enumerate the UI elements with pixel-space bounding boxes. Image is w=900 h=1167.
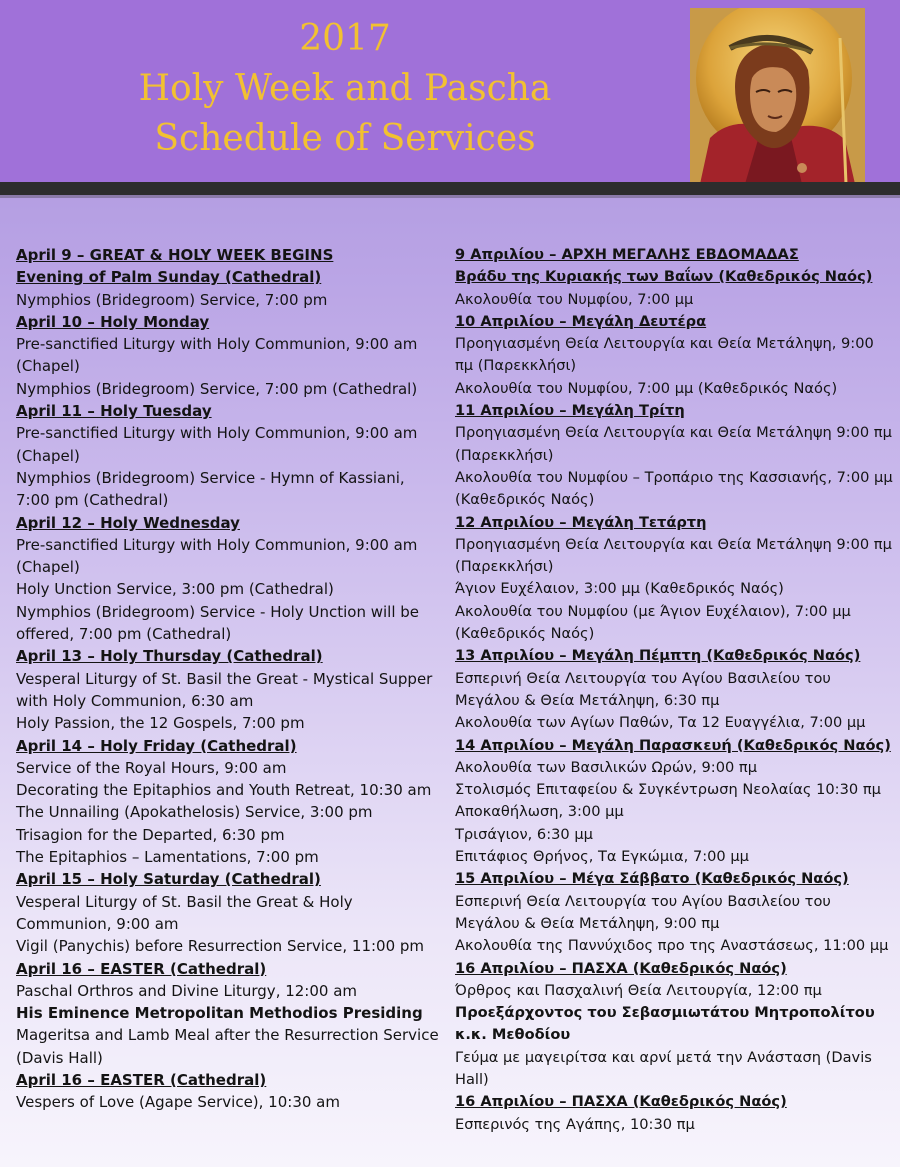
day-heading: 16 Απριλίου – ΠΑΣΧΑ (Καθεδρικός Ναός) — [455, 959, 787, 977]
service-item: Στολισμός Επιταφείου & Συγκέντρωση Νεολαίας 10:30 πμ — [455, 781, 881, 799]
day-heading: 12 Απριλίου – Μεγάλη Τετάρτη — [455, 513, 707, 531]
christ-icon — [690, 8, 865, 184]
service-item: Προηγιασμένη Θεία Λειτουργία και Θεία Μετάληψη, 9:00 πμ (Παρεκκλήσι) — [455, 335, 874, 375]
service-item: Ακολουθία του Νυμφίου – Τροπάριο της Κασσιανής, 7:00 μμ (Καθεδρικός Ναός) — [455, 468, 893, 509]
day-heading: April 15 – Holy Saturday (Cathedral) — [16, 870, 321, 889]
english-schedule — [16, 244, 441, 1114]
day-heading: 15 Απριλίου – Μέγα Σάββατο (Καθεδρικός Ναός) — [455, 870, 849, 888]
service-item: Vesperal Liturgy of St. Basil the Great & Holy Communion, 9:00 am — [16, 892, 353, 933]
presiding-note: Προεξάρχοντος του Σεβασμιωτάτου Μητροπολίτου κ.κ. Μεθοδίου — [455, 1004, 875, 1044]
service-item: Nymphios (Bridegroom) Service, 7:00 pm (Cathedral) — [16, 379, 418, 398]
day-heading: 10 Απριλίου – Μεγάλη Δευτέρα — [455, 312, 707, 330]
service-item: Αποκαθήλωση, 3:00 μμ — [455, 803, 624, 821]
service-item: Pre-sanctified Liturgy with Holy Communion, 9:00 am (Chapel) — [16, 424, 418, 465]
service-item: Nymphios (Bridegroom) Service - Hymn of Kassiani, 7:00 pm (Cathedral) — [16, 468, 405, 510]
day-heading: April 13 – Holy Thursday (Cathedral) — [16, 647, 323, 666]
header-banner — [0, 0, 900, 182]
day-heading: April 10 – Holy Monday — [16, 312, 210, 331]
service-item: Service of the Royal Hours, 9:00 am — [16, 758, 287, 777]
day-heading: 13 Απριλίου – Μεγάλη Πέμπτη (Καθεδρικός Ναός) — [455, 647, 861, 665]
divider-bar — [0, 182, 900, 195]
day-heading: April 16 – EASTER (Cathedral) — [16, 1070, 267, 1089]
service-item: Ακολουθία των Βασιλικών Ωρών, 9:00 πμ — [455, 758, 758, 776]
service-item: Ακολουθία των Αγίων Παθών, Τα 12 Ευαγγέλια, 7:00 μμ — [455, 714, 866, 732]
service-item: Mageritsa and Lamb Meal after the Resurrection Service (Davis Hall) — [16, 1026, 439, 1067]
service-item: Όρθρος και Πασχαλινή Θεία Λειτουργία, 12:00 πμ — [455, 981, 822, 999]
day-heading: April 9 – GREAT & HOLY WEEK BEGINS — [16, 246, 334, 264]
service-item: Holy Passion, the 12 Gospels, 7:00 pm — [16, 714, 305, 733]
day-heading: 11 Απριλίου – Μεγάλη Τρίτη — [455, 402, 685, 420]
greek-schedule — [455, 244, 895, 1136]
service-item: Trisagion for the Departed, 6:30 pm — [16, 825, 285, 844]
divider-bar-shadow — [0, 195, 900, 198]
service-item: Εσπερινή Θεία Λειτουργία του Αγίου Βασιλείου του Μεγάλου & Θεία Μετάληψη, 6:30 πμ — [455, 669, 831, 709]
service-item: Προηγιασμένη Θεία Λειτουργία και Θεία Μετάληψη 9:00 πμ (Παρεκκλήσι) — [455, 424, 892, 464]
service-item: Εσπερινός της Αγάπης, 10:30 πμ — [455, 1115, 695, 1133]
service-item: Paschal Orthros and Divine Liturgy, 12:00 am — [16, 981, 358, 1000]
service-item: Προηγιασμένη Θεία Λειτουργία και Θεία Μετάληψη 9:00 πμ (Παρεκκλήσι) — [455, 535, 892, 576]
day-heading: April 14 – Holy Friday (Cathedral) — [16, 736, 297, 755]
service-item: Επιτάφιος Θρήνος, Τα Εγκώμια, 7:00 μμ — [455, 848, 749, 866]
day-heading: 16 Απριλίου – ΠΑΣΧΑ (Καθεδρικός Ναός) — [455, 1093, 787, 1111]
service-item: Εσπερινή Θεία Λειτουργία του Αγίου Βασιλείου του Μεγάλου & Θεία Μετάληψη, 9:00 πμ — [455, 892, 831, 932]
service-item: The Epitaphios – Lamentations, 7:00 pm — [16, 848, 319, 867]
service-item: Ακολουθία της Παννύχιδος προ της Αναστάσεως, 11:00 μμ — [455, 937, 889, 955]
service-item: The Unnailing (Apokathelosis) Service, 3:00 pm — [16, 803, 373, 822]
day-heading: 9 Απριλίου – ΑΡΧΗ ΜΕΓΑΛΗΣ ΕΒΔΟΜΑΔΑΣ — [455, 246, 799, 263]
title-main: Holy Week and Pascha — [138, 68, 552, 109]
day-heading: April 16 – EASTER (Cathedral) — [16, 959, 267, 978]
day-heading: Βράδυ της Κυριακής των Βαΐων (Καθεδρικός Ναός) — [455, 268, 873, 286]
service-item: Άγιον Ευχέλαιον, 3:00 μμ (Καθεδρικός Ναός) — [455, 580, 784, 598]
service-item: Vespers of Love (Agape Service), 10:30 am — [16, 1093, 340, 1112]
day-heading: April 11 – Holy Tuesday — [16, 402, 212, 421]
service-item: Ακολουθία του Νυμφίου, 7:00 μμ (Καθεδρικός Ναός) — [455, 379, 838, 397]
title-year: 2017 — [299, 18, 391, 59]
day-heading: Evening of Palm Sunday (Cathedral) — [16, 268, 322, 287]
service-item: Τρισάγιον, 6:30 μμ — [455, 825, 593, 843]
service-item: Ακολουθία του Νυμφίου, 7:00 μμ — [455, 290, 694, 308]
day-heading: 14 Απριλίου – Μεγάλη Παρασκευή (Καθεδρικός Ναός) — [455, 736, 891, 754]
service-item: Holy Unction Service, 3:00 pm (Cathedral) — [16, 580, 334, 599]
day-heading: April 12 – Holy Wednesday — [16, 513, 240, 532]
page-title — [0, 14, 690, 164]
service-item: Vigil (Panychis) before Resurrection Service, 11:00 pm — [16, 937, 425, 956]
title-sub: Schedule of Services — [154, 118, 536, 159]
service-item: Pre-sanctified Liturgy with Holy Communion, 9:00 am (Chapel) — [16, 335, 418, 376]
christ-icon-svg — [690, 8, 865, 184]
service-item: Ακολουθία του Νυμφίου (με Άγιον Ευχέλαιον), 7:00 μμ (Καθεδρικός Ναός) — [455, 602, 851, 643]
service-item: Vesperal Liturgy of St. Basil the Great - Mystical Supper with Holy Communion, 6:30 am — [16, 669, 433, 710]
service-item: Pre-sanctified Liturgy with Holy Communion, 9:00 am (Chapel) — [16, 535, 418, 577]
service-item: Γεύμα με μαγειρίτσα και αρνί μετά την Ανάσταση (Davis Hall) — [455, 1048, 872, 1088]
service-item: Decorating the Epitaphios and Youth Retreat, 10:30 am — [16, 781, 432, 800]
service-item: Nymphios (Bridegroom) Service, 7:00 pm — [16, 290, 328, 309]
presiding-note: His Eminence Metropolitan Methodios Presiding — [16, 1004, 423, 1023]
service-item: Nymphios (Bridegroom) Service - Holy Unction will be offered, 7:00 pm (Cathedral) — [16, 602, 420, 644]
